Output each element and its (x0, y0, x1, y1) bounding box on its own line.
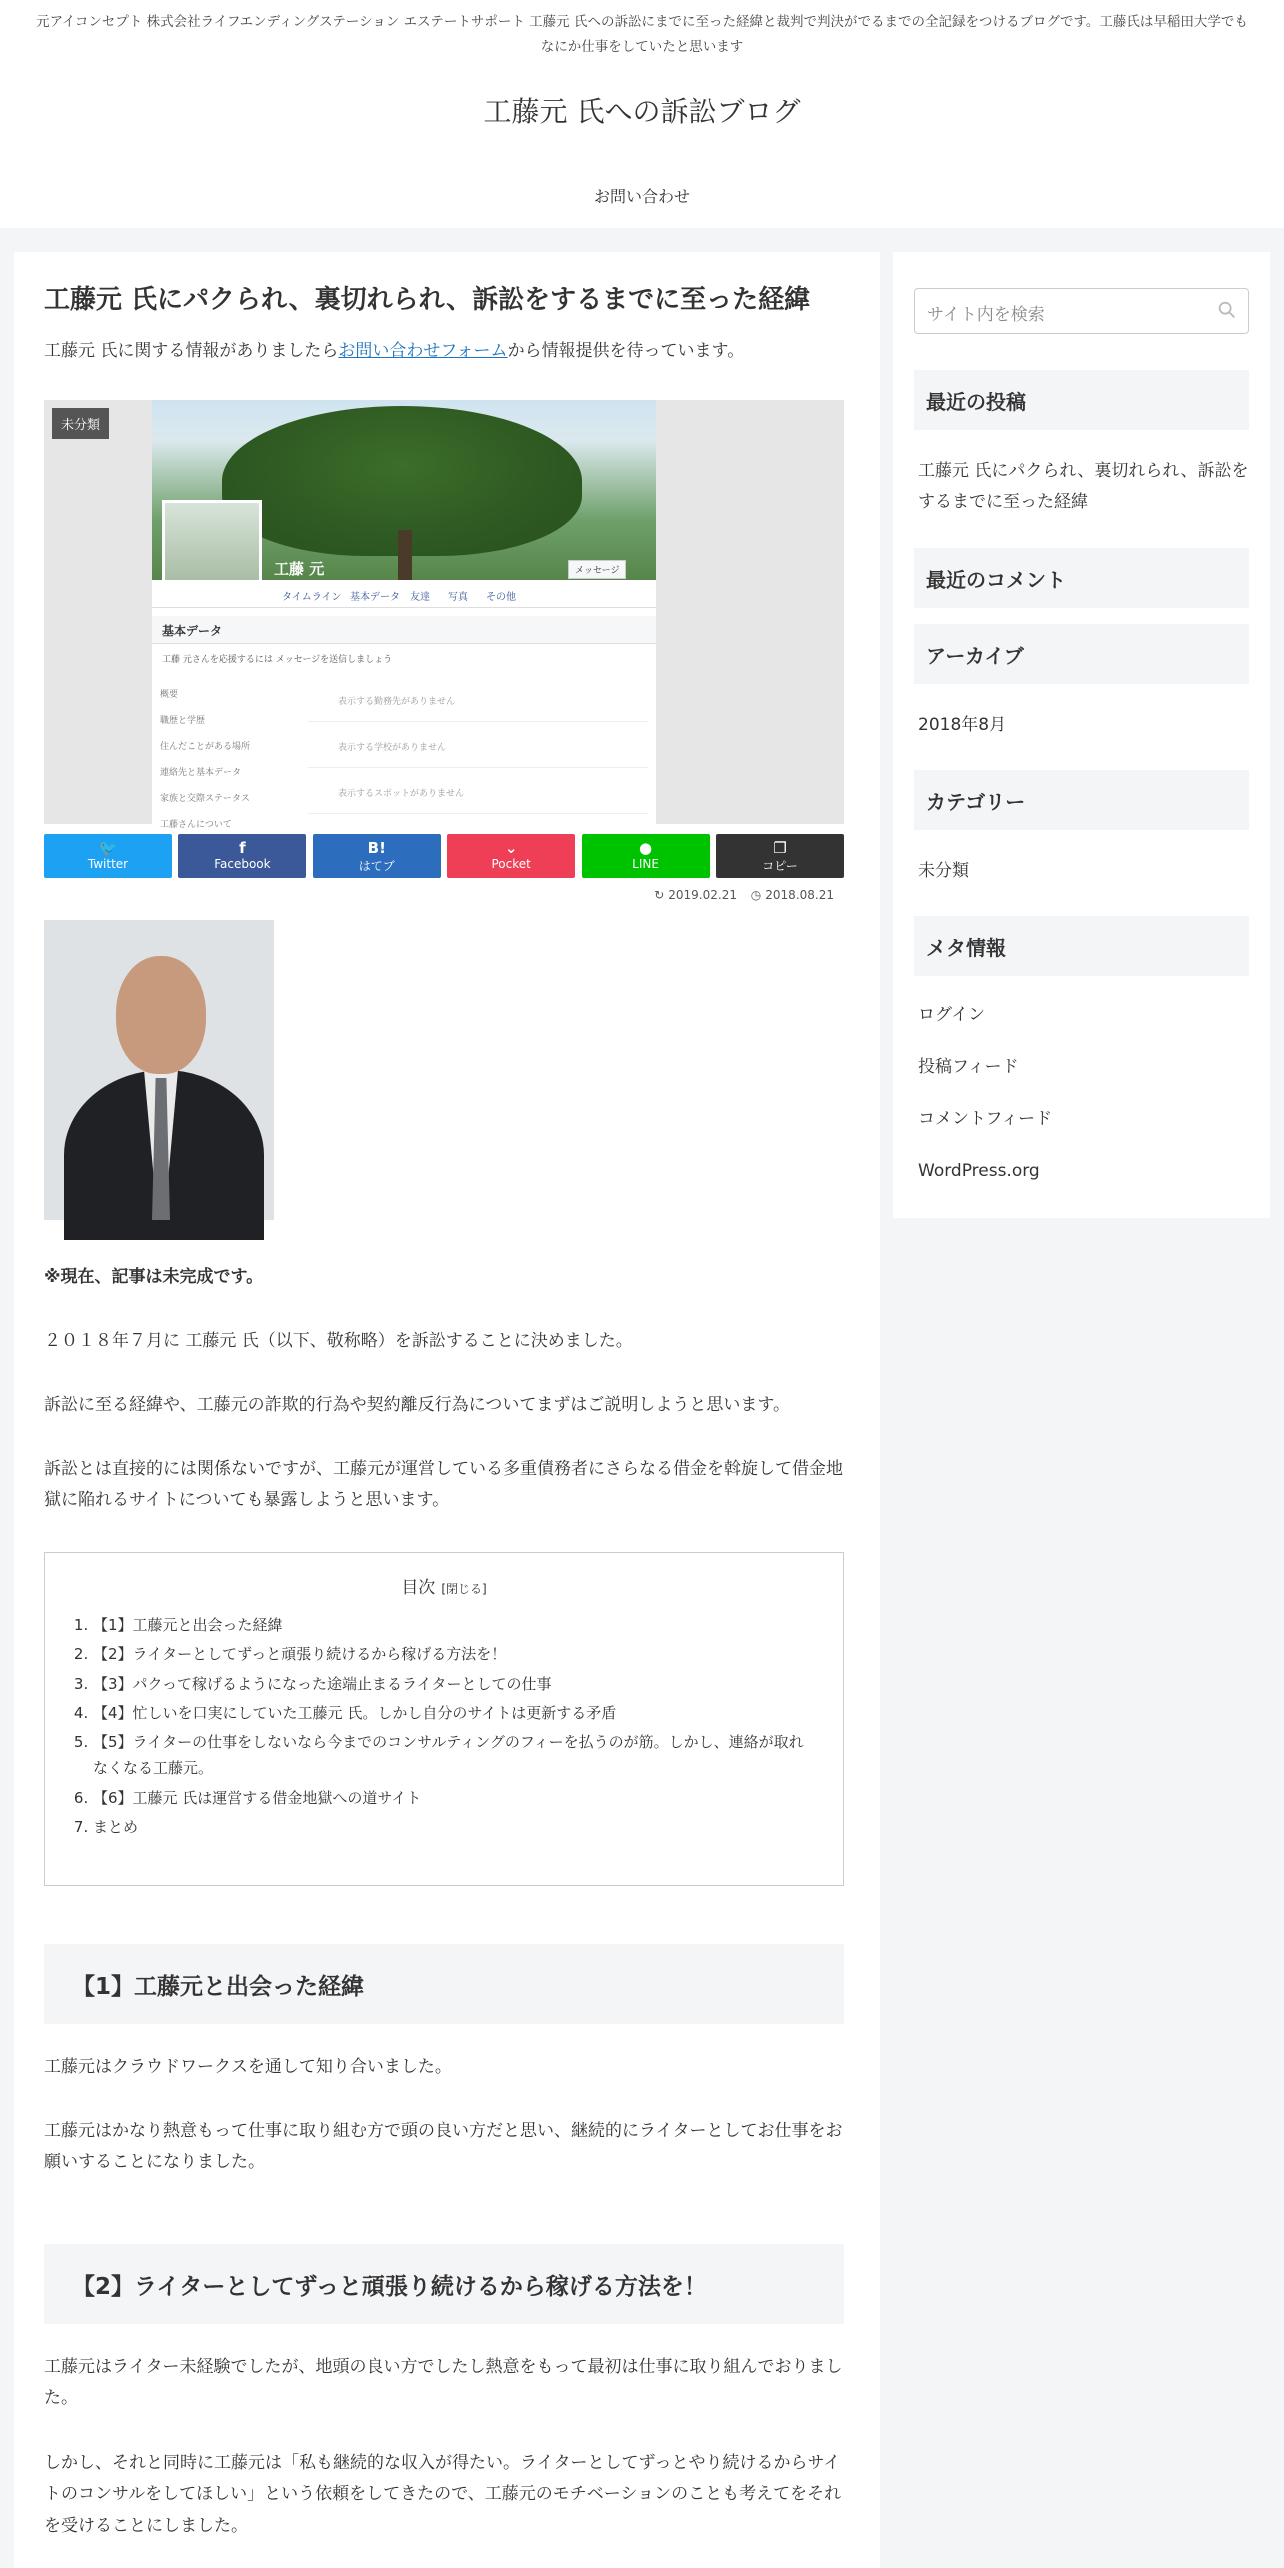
profile-tab: 写真 (448, 592, 468, 603)
profile-tab: 友達 (410, 592, 430, 603)
search-icon[interactable] (1216, 299, 1238, 321)
contact-form-link[interactable]: お問い合わせフォーム (338, 341, 508, 361)
share-pocket-button[interactable] (447, 834, 575, 878)
about-section-header: 基本データ (152, 616, 656, 644)
profile-tab: タイムライン (282, 592, 342, 603)
intro-text-after: から情報提供を待っています。 (507, 341, 745, 361)
eyecatch-image (44, 400, 844, 830)
toc-item[interactable]: 1. 【1】工藤元と出会った経緯 (93, 1612, 817, 1638)
meta-comment-feed-link[interactable]: コメントフィード (918, 1109, 1053, 1129)
about-side-item: 概要 (160, 690, 179, 700)
about-side-item: 工藤さんについて (160, 820, 232, 830)
profile-tab: 基本データ (350, 592, 400, 603)
meta-wordpress-link[interactable]: WordPress.org (918, 1161, 1040, 1181)
share-copy-button[interactable] (716, 834, 844, 878)
about-row: 表示するスポットがありません (308, 774, 648, 814)
recent-posts-heading: 最近の投稿 (914, 370, 1249, 430)
about-row: 表示する勤務先がありません (308, 682, 648, 722)
search-placeholder: サイト内を検索 (927, 305, 1045, 325)
toc-item[interactable]: 5. 【5】ライターの仕事をしないなら今までのコンサルティングのフィーを払うのが筋。しかし、連絡が取れなくなる工藤元。 (93, 1729, 817, 1782)
category-link[interactable]: 未分類 (918, 861, 969, 881)
share-label: LINE (632, 857, 659, 871)
toc-item[interactable]: 3. 【3】パクって稼げるようになった途端止まるライターとしての仕事 (93, 1671, 817, 1697)
profile-tabs (152, 580, 656, 608)
share-label: Twitter (87, 857, 129, 871)
article-paragraph: 工藤元はライター未経験でしたが、地頭の良い方でしたし熱意をもって最初は仕事に取り組んでおりました。 (44, 2357, 843, 2409)
archives-heading: アーカイブ (914, 624, 1249, 684)
profile-name: 工藤 元 (274, 560, 325, 578)
share-hatebu-button[interactable] (313, 834, 441, 878)
line-icon: ● (639, 839, 653, 857)
share-buttons (44, 834, 844, 880)
copy-icon: ❐ (773, 839, 787, 857)
toc-item[interactable]: 7. まとめ (93, 1814, 817, 1840)
article-paragraph: ２０１８年７月に 工藤元 氏（以下、敬称略）を訴訟することに決めました。 (44, 1331, 633, 1351)
portrait-photo (44, 920, 274, 1220)
site-header (0, 0, 1284, 228)
updated-date: 2019.02.21 (668, 888, 737, 902)
section-heading-2: 【2】ライターとしてずっと頑張り続けるから稼げる方法を！ (44, 2244, 844, 2324)
post-dates (44, 888, 844, 902)
toc-item[interactable]: 4. 【4】忙しいを口実にしていた工藤元 氏。しかし自分のサイトは更新する矛盾 (93, 1700, 817, 1726)
twitter-icon: 🐦 (98, 839, 118, 857)
meta-feed-link[interactable]: 投稿フィード (918, 1057, 1019, 1077)
article-paragraph: 工藤元はかなり熱意もって仕事に取り組む方で頭の良い方だと思い、継続的にライターとしてお仕事をお願いすることになりました。 (44, 2121, 843, 2173)
section-heading-1: 【1】工藤元と出会った経緯 (44, 1944, 844, 2024)
toc-item[interactable]: 2. 【2】ライターとしてずっと頑張り続けるから稼げる方法を！ (93, 1641, 817, 1667)
meta-login-link[interactable]: ログイン (918, 1005, 986, 1025)
about-row: 表示する学校がありません (308, 728, 648, 768)
share-line-button[interactable] (582, 834, 710, 878)
profile-tab: その他 (486, 592, 516, 603)
article-paragraph: しかし、それと同時に工藤元は「私も継続的な収入が得たい。ライターとしてずっとやり続けるからサイトのコンサルをしてほしい」という依頼をしてきたので、工藤元のモチベーションのことも考えてをそれを受けることにしました。 (44, 2453, 842, 2536)
about-note: 工藤 元さんを応援するには メッセージを送信しましょう (162, 655, 393, 665)
site-tagline: 元アイコンセプト 株式会社ライフエンディングステーション エステートサポート 工藤元 氏への訴訟にまでに至った経緯と裁判で判決がでるまでの全記録をつけるブログです。工藤氏は早稲田大学でもなにか仕事をしていたと思います (36, 14, 1248, 55)
article-title: 工藤元 氏にパクられ、裏切れられ、訴訟をするまでに至った経緯 (44, 285, 811, 315)
about-side-item: 住んだことがある場所 (160, 742, 251, 752)
article-paragraph: 工藤元はクラウドワークスを通して知り合いました。 (44, 2057, 452, 2077)
toc-item[interactable]: 6. 【6】工藤元 氏は運営する借金地獄への道サイト (93, 1785, 817, 1811)
about-side-menu (160, 682, 300, 838)
facebook-profile-screenshot (152, 400, 656, 830)
archive-link[interactable]: 2018年8月 (918, 715, 1007, 735)
nav-item-contact[interactable]: お問い合わせ (593, 187, 690, 206)
clock-icon: ◷ (750, 888, 762, 902)
article-intro (44, 338, 844, 365)
table-of-contents (44, 1552, 844, 1886)
share-facebook-button[interactable] (178, 834, 306, 878)
site-title[interactable]: 工藤元 氏への訴訟ブログ (483, 95, 801, 128)
updated-icon: ↻ (654, 888, 665, 902)
meta-heading: メタ情報 (914, 916, 1249, 976)
sidebar (893, 252, 1270, 1218)
about-side-item: 連絡先と基本データ (160, 768, 242, 778)
toc-title: 目次 (401, 1578, 436, 1598)
article-container (14, 252, 880, 2568)
share-label: Facebook (214, 857, 271, 871)
recent-comments-heading: 最近のコメント (914, 548, 1249, 608)
article-paragraph: 訴訟とは直接的には関係ないですが、工藤元が運営している多重債務者にさらなる借金を斡旋して借金地獄に陥れるサイトについても暴露しようと思います。 (44, 1459, 843, 1511)
search-input[interactable] (914, 288, 1249, 334)
intro-text-before: 工藤元 氏に関する情報がありましたら (44, 341, 339, 361)
share-label: はてブ (358, 859, 395, 873)
hatebu-icon: B! (367, 839, 386, 857)
category-badge[interactable]: 未分類 (52, 408, 109, 439)
toc-toggle[interactable]: [閉じる] (441, 1582, 487, 1596)
categories-heading: カテゴリー (914, 770, 1249, 830)
message-button: メッセージ (568, 560, 626, 579)
article-paragraph: 訴訟に至る経緯や、工藤元の詐欺的行為や契約離反行為についてまずはご説明しようと思います。 (44, 1395, 790, 1415)
portrait-head (116, 956, 206, 1074)
share-twitter-button[interactable] (44, 834, 172, 878)
toc-title-row (71, 1573, 817, 1598)
facebook-icon: f (239, 839, 246, 857)
toc-list (71, 1612, 817, 1840)
recent-post-link[interactable]: 工藤元 氏にパクられ、裏切れられ、訴訟をするまでに至った経緯 (918, 461, 1249, 513)
about-side-item: 家族と交際ステータス (160, 794, 250, 804)
pocket-icon: ⌄ (504, 839, 518, 857)
about-side-item: 職歴と学歴 (160, 716, 206, 726)
share-label: コピー (762, 859, 798, 873)
share-label: Pocket (491, 857, 531, 871)
published-date: 2018.08.21 (765, 888, 834, 902)
article-notice: ※現在、記事は未完成です。 (44, 1267, 264, 1287)
